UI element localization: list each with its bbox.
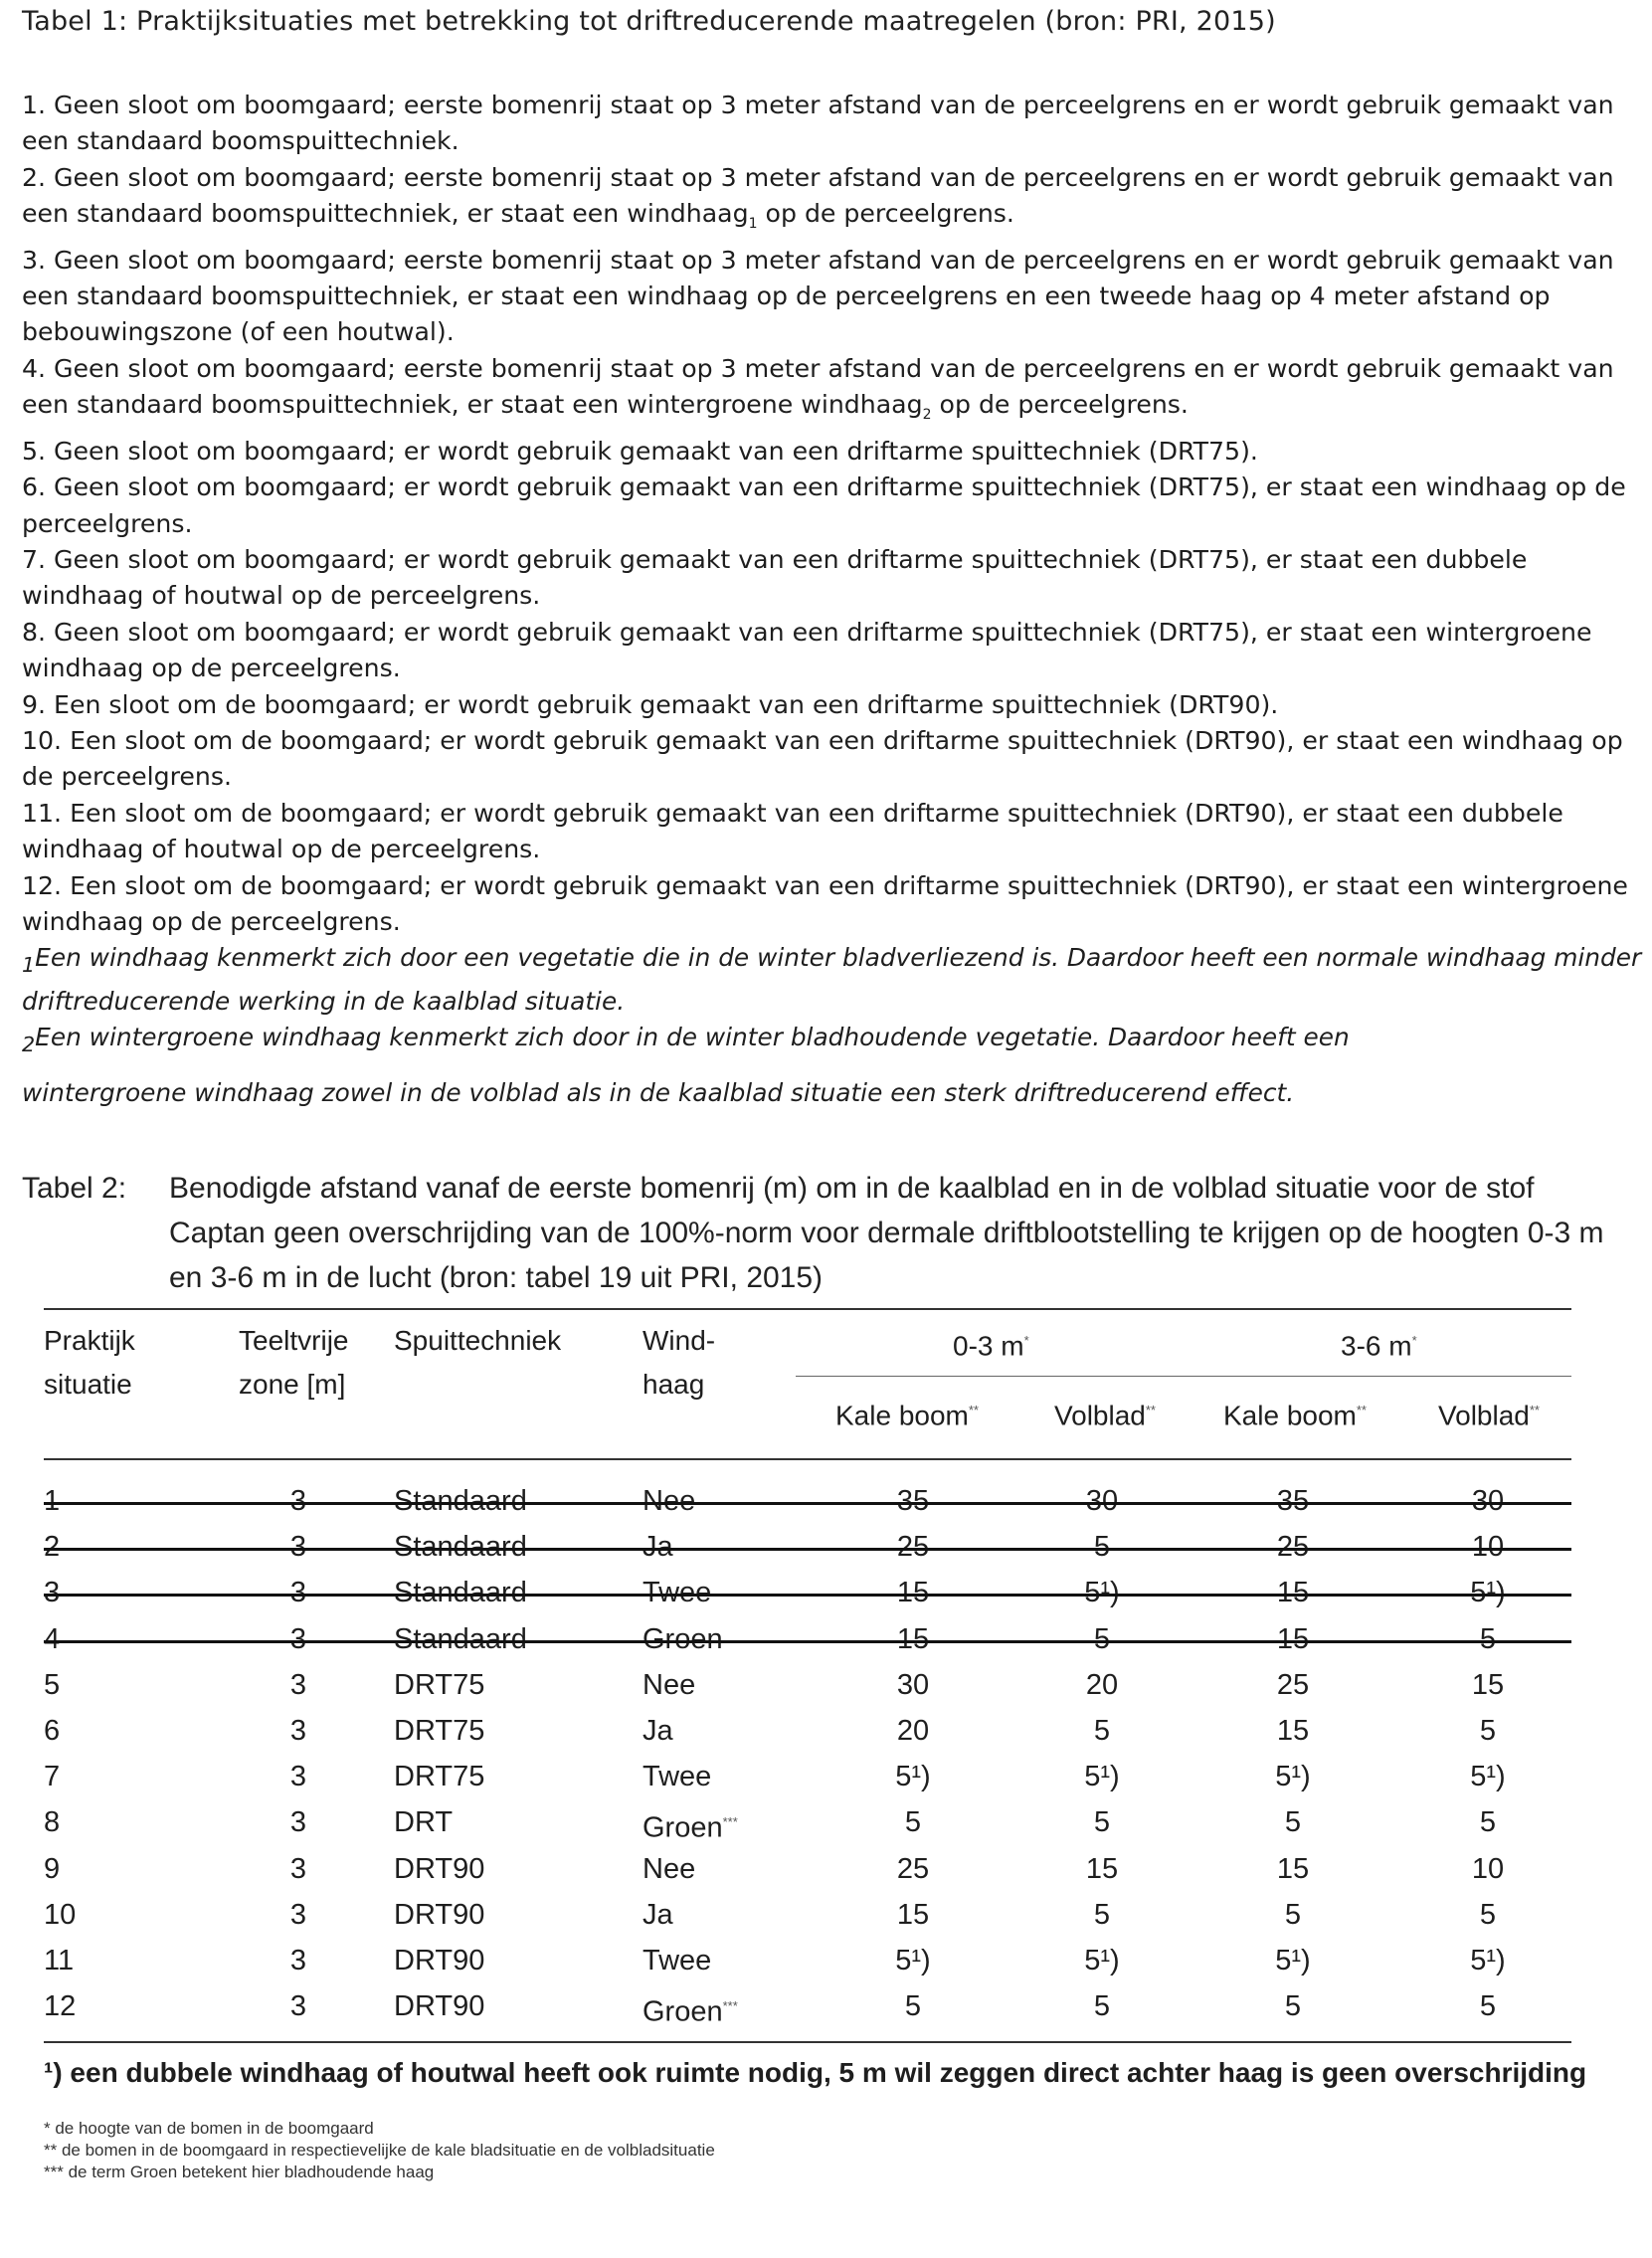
- cell-tech: DRT90: [394, 1853, 485, 1885]
- header-vol-0-3: Volblad**: [1054, 1400, 1156, 1431]
- cell-k36: 5¹): [1275, 1761, 1311, 1792]
- cell-zone: 3: [289, 1945, 307, 1976]
- cell-sit: 10: [44, 1899, 77, 1931]
- cell-k03: 15: [896, 1623, 930, 1655]
- header-windhaag: Wind- haag: [642, 1325, 716, 1400]
- cell-k36: 5¹): [1275, 1945, 1311, 1976]
- cell-sit: 9: [44, 1853, 61, 1885]
- cell-tech: DRT75: [394, 1669, 485, 1701]
- cell-v03: 20: [1085, 1669, 1119, 1701]
- cell-k36: 15: [1276, 1853, 1310, 1885]
- cell-haag: Ja: [642, 1715, 673, 1747]
- cell-k36: 35: [1276, 1485, 1310, 1517]
- cell-v36: 5: [1479, 1990, 1497, 2022]
- strikethrough-line: [44, 1548, 1571, 1551]
- cell-sit: 12: [44, 1990, 77, 2022]
- cell-v36: 5: [1479, 1623, 1497, 1655]
- cell-v03: 5: [1093, 1806, 1111, 1838]
- cell-sit: 1: [44, 1485, 61, 1517]
- cell-haag: Nee: [642, 1485, 696, 1517]
- table-bottom-rule: [44, 2041, 1571, 2043]
- footnote-wintergroen-cont: wintergroene windhaag zowel in de volblad als in de kaalblad situatie een sterk driftreducerend effect.: [22, 1077, 1295, 1107]
- footnote-wintergroen: $_2$Een wintergroene windhaag kenmerkt zich door in de winter bladhoudende vegetatie. Daardoor heeft een: [22, 1023, 1350, 1057]
- situation-item: 6. Geen sloot om boomgaard; er wordt gebruik gemaakt van een driftarme spuittechniek (DRT75), er staat een windhaag op de perceelgrens.: [22, 472, 1626, 538]
- cell-sit: 3: [44, 1577, 61, 1608]
- cell-sit: 4: [44, 1623, 61, 1655]
- cell-zone: 3: [289, 1715, 307, 1747]
- situation-item: 3. Geen sloot om boomgaard; eerste bomenrij staat op 3 meter afstand van de perceelgrens en er wordt gebruik gemaakt van een standaard boomspuittechniek, er staat een windhaag op de perceelgrens en een tweede haag op 4 meter afstand op bebouwingszone (of een houtwal).: [22, 245, 1614, 347]
- cell-v36: 15: [1471, 1669, 1505, 1701]
- cell-k03: 20: [896, 1715, 930, 1747]
- header-vol-3-6: Volblad**: [1438, 1400, 1540, 1431]
- strikethrough-line: [44, 1502, 1571, 1505]
- cell-v03: 5: [1093, 1531, 1111, 1563]
- cell-v36: 5¹): [1470, 1761, 1506, 1792]
- cell-k03: 5¹): [895, 1945, 931, 1976]
- cell-v36: 30: [1471, 1485, 1505, 1517]
- situation-item: 5. Geen sloot om boomgaard; er wordt gebruik gemaakt van een driftarme spuittechniek (DRT75).: [22, 436, 1258, 466]
- cell-k36: 5: [1284, 1806, 1302, 1838]
- cell-v36: 5: [1479, 1806, 1497, 1838]
- situation-item: 11. Een sloot om de boomgaard; er wordt gebruik gemaakt van een driftarme spuittechniek (DRT90), er staat een dubbele windhaag of houtwal op de perceelgrens.: [22, 798, 1563, 864]
- cell-zone: 3: [289, 1853, 307, 1885]
- cell-tech: DRT75: [394, 1761, 485, 1792]
- footnote-windhaag: $_1$Een windhaag kenmerkt zich door een vegetatie die in de winter bladverliezend is. Daardoor heeft een normale windhaag minder driftreducerende werking in de kaalblad situatie.: [22, 943, 1642, 1016]
- cell-k36: 25: [1276, 1531, 1310, 1563]
- cell-sit: 2: [44, 1531, 61, 1563]
- cell-k03: 5¹): [895, 1761, 931, 1792]
- cell-v03: 30: [1085, 1485, 1119, 1517]
- small-note-2: ** de bomen in de boomgaard in respectievelijke de kale bladsituatie en de volbladsituatie: [44, 2141, 715, 2160]
- cell-tech: DRT75: [394, 1715, 485, 1747]
- small-note-3: *** de term Groen betekent hier bladhoudende haag: [44, 2163, 435, 2181]
- situation-item: 9. Een sloot om de boomgaard; er wordt gebruik gemaakt van een driftarme spuittechniek (DRT90).: [22, 689, 1279, 719]
- header-kale-3-6: Kale boom**: [1223, 1400, 1367, 1431]
- cell-haag: Nee: [642, 1853, 696, 1885]
- cell-k03: 5: [904, 1806, 922, 1838]
- cell-haag: Groen***: [642, 1995, 738, 2028]
- cell-k36: 5: [1284, 1899, 1302, 1931]
- cell-k03: 35: [896, 1485, 930, 1517]
- situation-item: 1. Geen sloot om boomgaard; eerste bomenrij staat op 3 meter afstand van de perceelgrens en er wordt gebruik gemaakt van een standaard boomspuittechniek.: [22, 91, 1614, 156]
- cell-k03: 15: [896, 1577, 930, 1608]
- cell-v03: 5¹): [1084, 1577, 1120, 1608]
- cell-sit: 8: [44, 1806, 61, 1838]
- situation-item: 8. Geen sloot om boomgaard; er wordt gebruik gemaakt van een driftarme spuittechniek (DRT75), er staat een wintergroene windhaag op de perceelgrens.: [22, 617, 1592, 683]
- cell-tech: DRT90: [394, 1899, 485, 1931]
- cell-tech: DRT90: [394, 1990, 485, 2022]
- cell-zone: 3: [289, 1806, 307, 1838]
- cell-zone: 3: [289, 1761, 307, 1792]
- cell-v03: 15: [1085, 1853, 1119, 1885]
- small-note-1: * de hoogte van de bomen in de boomgaard: [44, 2119, 374, 2138]
- situation-item: 7. Geen sloot om boomgaard; er wordt gebruik gemaakt van een driftarme spuittechniek (DRT75), er staat een dubbele windhaag of houtwal op de perceelgrens.: [22, 544, 1528, 611]
- cell-tech: Standaard: [394, 1623, 527, 1655]
- cell-sit: 6: [44, 1715, 61, 1747]
- cell-zone: 3: [289, 1531, 307, 1563]
- table2-label: Tabel 2:: [22, 1172, 127, 1205]
- cell-zone: 3: [289, 1577, 307, 1608]
- cell-haag: Groen***: [642, 1811, 738, 1844]
- cell-v36: 5¹): [1470, 1945, 1506, 1976]
- cell-k36: 15: [1276, 1715, 1310, 1747]
- cell-v03: 5: [1093, 1623, 1111, 1655]
- cell-v03: 5¹): [1084, 1761, 1120, 1792]
- situation-item: 12. Een sloot om de boomgaard; er wordt gebruik gemaakt van een driftarme spuittechniek (DRT90), er staat een wintergroene windhaag op de perceelgrens.: [22, 870, 1628, 936]
- cell-k03: 30: [896, 1669, 930, 1701]
- cell-tech: DRT90: [394, 1945, 485, 1976]
- cell-v36: 10: [1471, 1853, 1505, 1885]
- cell-k36: 5: [1284, 1990, 1302, 2022]
- cell-haag: Twee: [642, 1945, 712, 1976]
- header-group-3-6: 3-6 m*: [1341, 1330, 1417, 1362]
- cell-zone: 3: [289, 1990, 307, 2022]
- cell-sit: 7: [44, 1761, 61, 1792]
- table1-situations-list: [22, 88, 1643, 1111]
- table1-title: Tabel 1: Praktijksituaties met betrekking tot driftreducerende maatregelen (bron: PRI, 2015): [22, 6, 1276, 37]
- cell-v03: 5: [1093, 1899, 1111, 1931]
- cell-v36: 5: [1479, 1899, 1497, 1931]
- header-bottom-rule: [44, 1458, 1571, 1460]
- cell-tech: DRT: [394, 1806, 454, 1838]
- cell-haag: Twee: [642, 1761, 712, 1792]
- table2-main-note: ¹) een dubbele windhaag of houtwal heeft ook ruimte nodig, 5 m wil zeggen direct achter haag is geen overschrijding: [44, 2057, 1587, 2088]
- cell-v36: 5: [1479, 1715, 1497, 1747]
- cell-zone: 3: [289, 1899, 307, 1931]
- cell-v36: 10: [1471, 1531, 1505, 1563]
- cell-tech: Standaard: [394, 1577, 527, 1608]
- strikethrough-line: [44, 1640, 1571, 1643]
- cell-haag: Ja: [642, 1531, 673, 1563]
- cell-tech: Standaard: [394, 1485, 527, 1517]
- cell-sit: 11: [44, 1945, 75, 1976]
- strikethrough-line: [44, 1594, 1571, 1597]
- table2-caption: Benodigde afstand vanaf de eerste bomenrij (m) om in de kaalblad en in de volblad situatie voor de stof Captan geen overschrijding van de 100%-norm voor dermale driftblootstelling te krijgen op de hoogten 0-3 m en 3-6 m in de lucht (bron: tabel 19 uit PRI, 2015): [169, 1172, 1604, 1294]
- cell-haag: Twee: [642, 1577, 712, 1608]
- cell-k36: 15: [1276, 1577, 1310, 1608]
- cell-k03: 5: [904, 1990, 922, 2022]
- cell-v03: 5: [1093, 1990, 1111, 2022]
- cell-v03: 5¹): [1084, 1945, 1120, 1976]
- header-group-0-3: 0-3 m*: [953, 1330, 1029, 1362]
- cell-k36: 25: [1276, 1669, 1310, 1701]
- table-top-rule: [44, 1308, 1571, 1310]
- header-group-rule: [796, 1376, 1571, 1377]
- cell-zone: 3: [289, 1623, 307, 1655]
- cell-sit: 5: [44, 1669, 61, 1701]
- cell-tech: Standaard: [394, 1531, 527, 1563]
- cell-haag: Nee: [642, 1669, 696, 1701]
- header-situatie: Praktijk situatie: [44, 1325, 135, 1400]
- header-techniek: Spuittechniek: [394, 1325, 562, 1356]
- cell-zone: 3: [289, 1669, 307, 1701]
- cell-zone: 3: [289, 1485, 307, 1517]
- cell-haag: Ja: [642, 1899, 673, 1931]
- cell-k03: 25: [896, 1853, 930, 1885]
- situation-item: 4. Geen sloot om boomgaard; eerste bomenrij staat op 3 meter afstand van de perceelgrens en er wordt gebruik gemaakt van een standaard boomspuittechniek, er staat een wintergroene windhaag$_2$ op de perceelgrens.: [22, 353, 1614, 424]
- cell-v03: 5: [1093, 1715, 1111, 1747]
- cell-haag: Groen: [642, 1623, 723, 1655]
- situation-item: 2. Geen sloot om boomgaard; eerste bomenrij staat op 3 meter afstand van de perceelgrens en er wordt gebruik gemaakt van een standaard boomspuittechniek, er staat een windhaag$_1$ op de perceelgrens.: [22, 162, 1614, 233]
- cell-k03: 25: [896, 1531, 930, 1563]
- header-zone: Teeltvrije zone [m]: [239, 1325, 349, 1400]
- situation-item: 10. Een sloot om de boomgaard; er wordt gebruik gemaakt van een driftarme spuittechniek (DRT90), er staat een windhaag op de perceelgrens.: [22, 725, 1623, 792]
- header-kale-0-3: Kale boom**: [835, 1400, 979, 1431]
- cell-k36: 15: [1276, 1623, 1310, 1655]
- cell-k03: 15: [896, 1899, 930, 1931]
- cell-v36: 5¹): [1470, 1577, 1506, 1608]
